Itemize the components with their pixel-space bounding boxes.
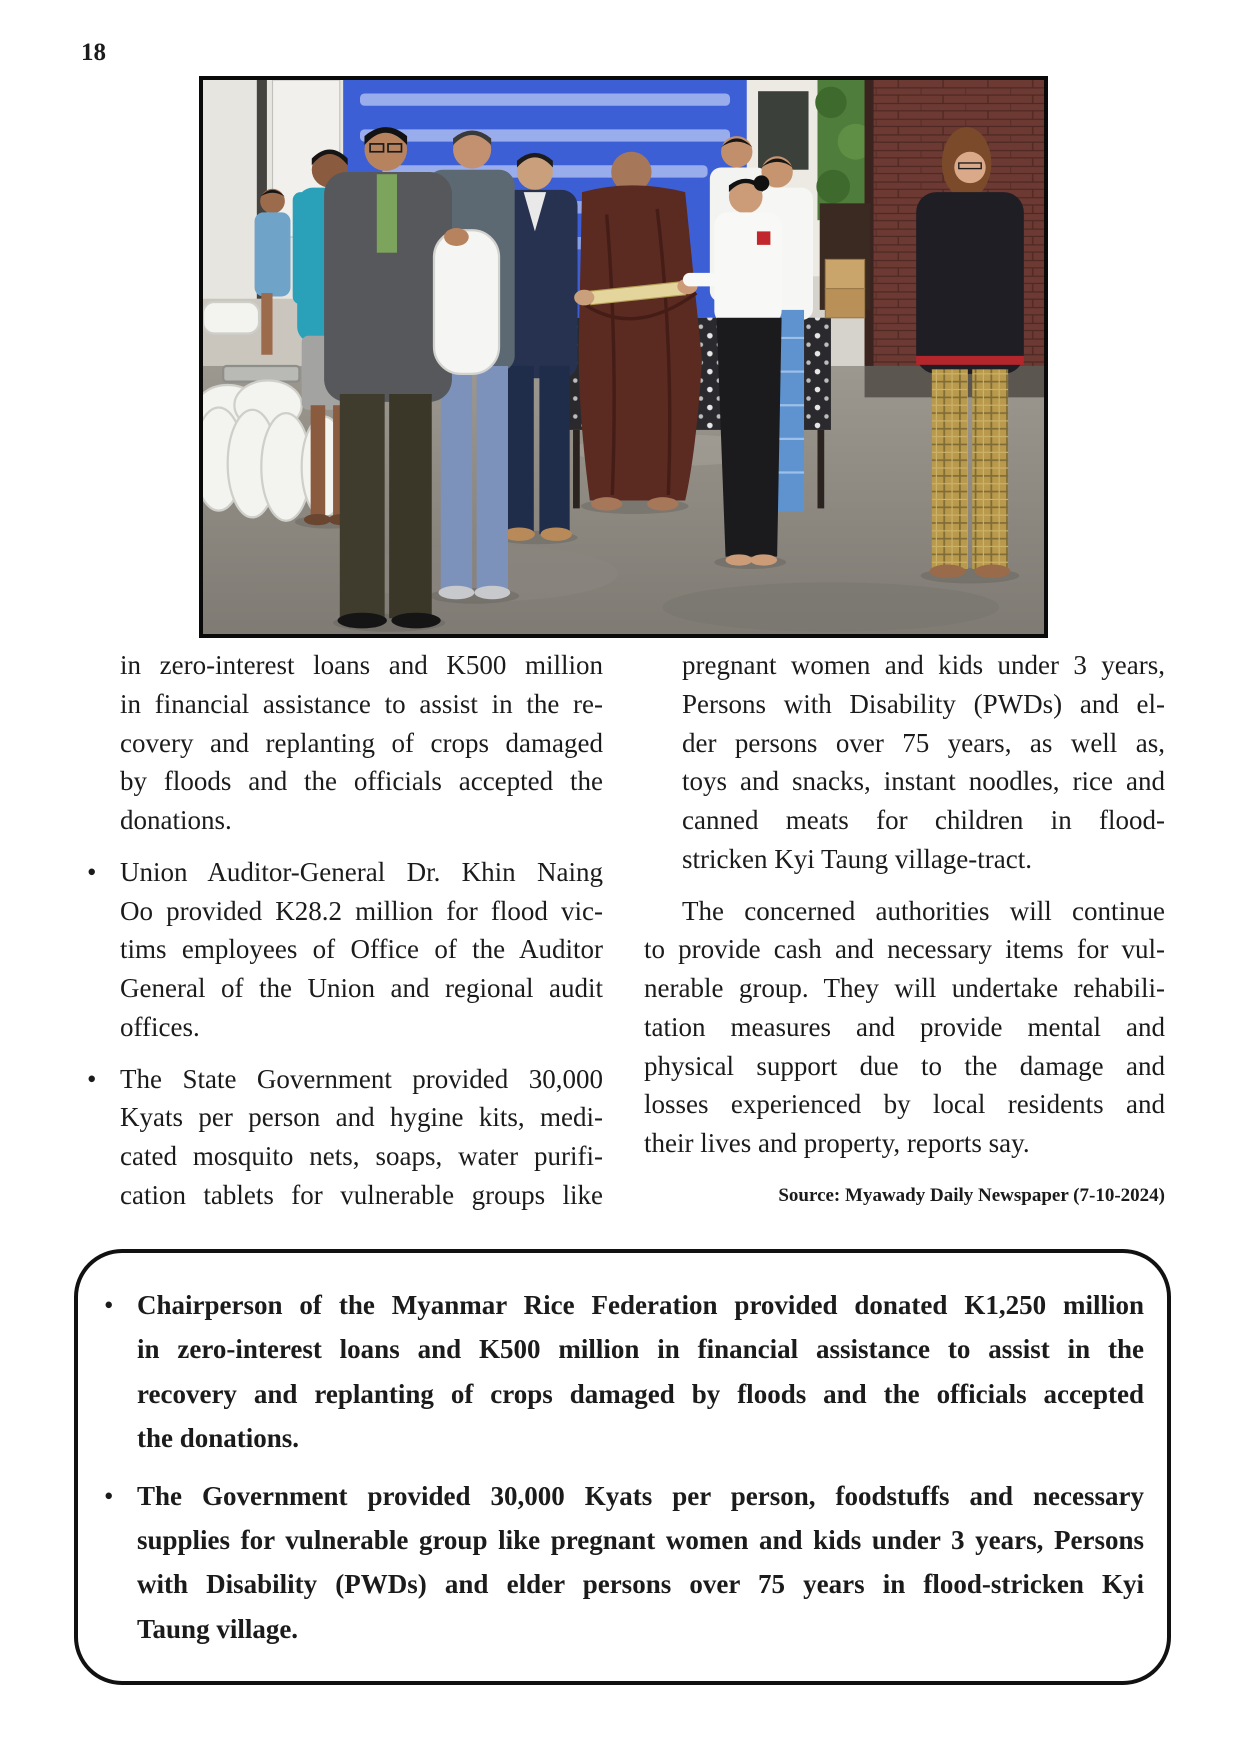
highlight-bullet-item bbox=[104, 1283, 1144, 1461]
page-number: 18 bbox=[81, 39, 106, 66]
person-monk bbox=[579, 152, 702, 514]
text-line: supplies for vulnerable group like pregnant women and kids under 3 years, Persons bbox=[137, 1524, 1144, 1555]
left-column bbox=[87, 646, 603, 1215]
text-line: in zero-interest loans and K500 million bbox=[120, 650, 603, 680]
bullet-marker: • bbox=[104, 1290, 114, 1320]
text-line: Taung village. bbox=[137, 1613, 299, 1644]
text-line: Kyats per person and hygine kits, medi- bbox=[120, 1102, 603, 1133]
text-line: The Government provided 30,000 Kyats per person, foodstuffs and necessary bbox=[137, 1480, 1144, 1511]
text-line: cated mosquito nets, soaps, water purifi- bbox=[120, 1141, 603, 1171]
text-line: toys and snacks, instant noodles, rice and bbox=[682, 766, 1165, 797]
text-line: General of the Union and regional audit bbox=[120, 973, 603, 1003]
text-line: the donations. bbox=[137, 1423, 300, 1454]
highlight-bullet-item bbox=[104, 1474, 1144, 1652]
source-credit: Source: Myawady Daily Newspaper (7-10-2024) bbox=[778, 1185, 1165, 1206]
text-line: The State Government provided 30,000 bbox=[120, 1063, 603, 1094]
text-line: covery and replanting of crops damaged bbox=[120, 727, 603, 758]
text-line: with Disability (PWDs) and elder persons over 75 years in flood-stricken Kyi bbox=[137, 1569, 1144, 1600]
bullet-marker: • bbox=[104, 1480, 114, 1511]
text-line: Oo provided K28.2 million for flood vic- bbox=[120, 895, 603, 926]
text-line: by floods and the officials accepted the bbox=[120, 766, 603, 797]
text-line: in financial assistance to assist in the re- bbox=[120, 688, 603, 719]
text-line: The concerned authorities will continue bbox=[682, 895, 1165, 926]
text-line: nerable group. They will undertake rehabili- bbox=[644, 973, 1165, 1003]
bullet-item bbox=[87, 853, 603, 1047]
text-line: Union Auditor-General Dr. Khin Naing bbox=[120, 856, 603, 887]
bullet-item bbox=[87, 1060, 603, 1215]
photo bbox=[199, 76, 1048, 638]
continued-text bbox=[644, 646, 1165, 879]
bullet-marker: • bbox=[87, 1063, 97, 1094]
text-line: recovery and replanting of crops damaged by floods and the officials accepted bbox=[137, 1378, 1144, 1409]
text-line: tims employees of Office of the Auditor bbox=[120, 934, 603, 965]
highlight-box bbox=[74, 1249, 1171, 1685]
text-line: der persons over 75 years, as well as, bbox=[682, 727, 1165, 758]
text-line: to provide cash and necessary items for vul- bbox=[644, 934, 1165, 965]
paragraph bbox=[644, 892, 1165, 1163]
text-line: pregnant women and kids under 3 years, bbox=[682, 650, 1165, 680]
text-line: physical support due to the damage and bbox=[644, 1050, 1165, 1081]
cardboard-boxes bbox=[825, 259, 864, 317]
text-line: Persons with Disability (PWDs) and el- bbox=[682, 688, 1165, 719]
photo-scene bbox=[203, 80, 1044, 634]
text-line: Chairperson of the Myanmar Rice Federation provided donated K1,250 million bbox=[137, 1290, 1144, 1320]
text-line: in zero-interest loans and K500 million in financial assistance to assist in the bbox=[137, 1334, 1144, 1365]
donation-bag bbox=[434, 228, 499, 374]
text-line: donations. bbox=[120, 805, 232, 835]
text-line: stricken Kyi Taung village-tract. bbox=[682, 843, 1032, 874]
text-line: losses experienced by local residents and bbox=[644, 1089, 1165, 1120]
text-line: offices. bbox=[120, 1011, 200, 1042]
continued-text bbox=[120, 646, 603, 840]
text-line: cation tablets for vulnerable groups like bbox=[120, 1179, 603, 1210]
text-line: their lives and property, reports say. bbox=[644, 1128, 1030, 1158]
text-line: canned meats for children in flood- bbox=[682, 805, 1165, 835]
right-column bbox=[644, 646, 1165, 1163]
text-line: tation measures and provide mental and bbox=[644, 1011, 1165, 1042]
bullet-marker: • bbox=[87, 856, 97, 887]
